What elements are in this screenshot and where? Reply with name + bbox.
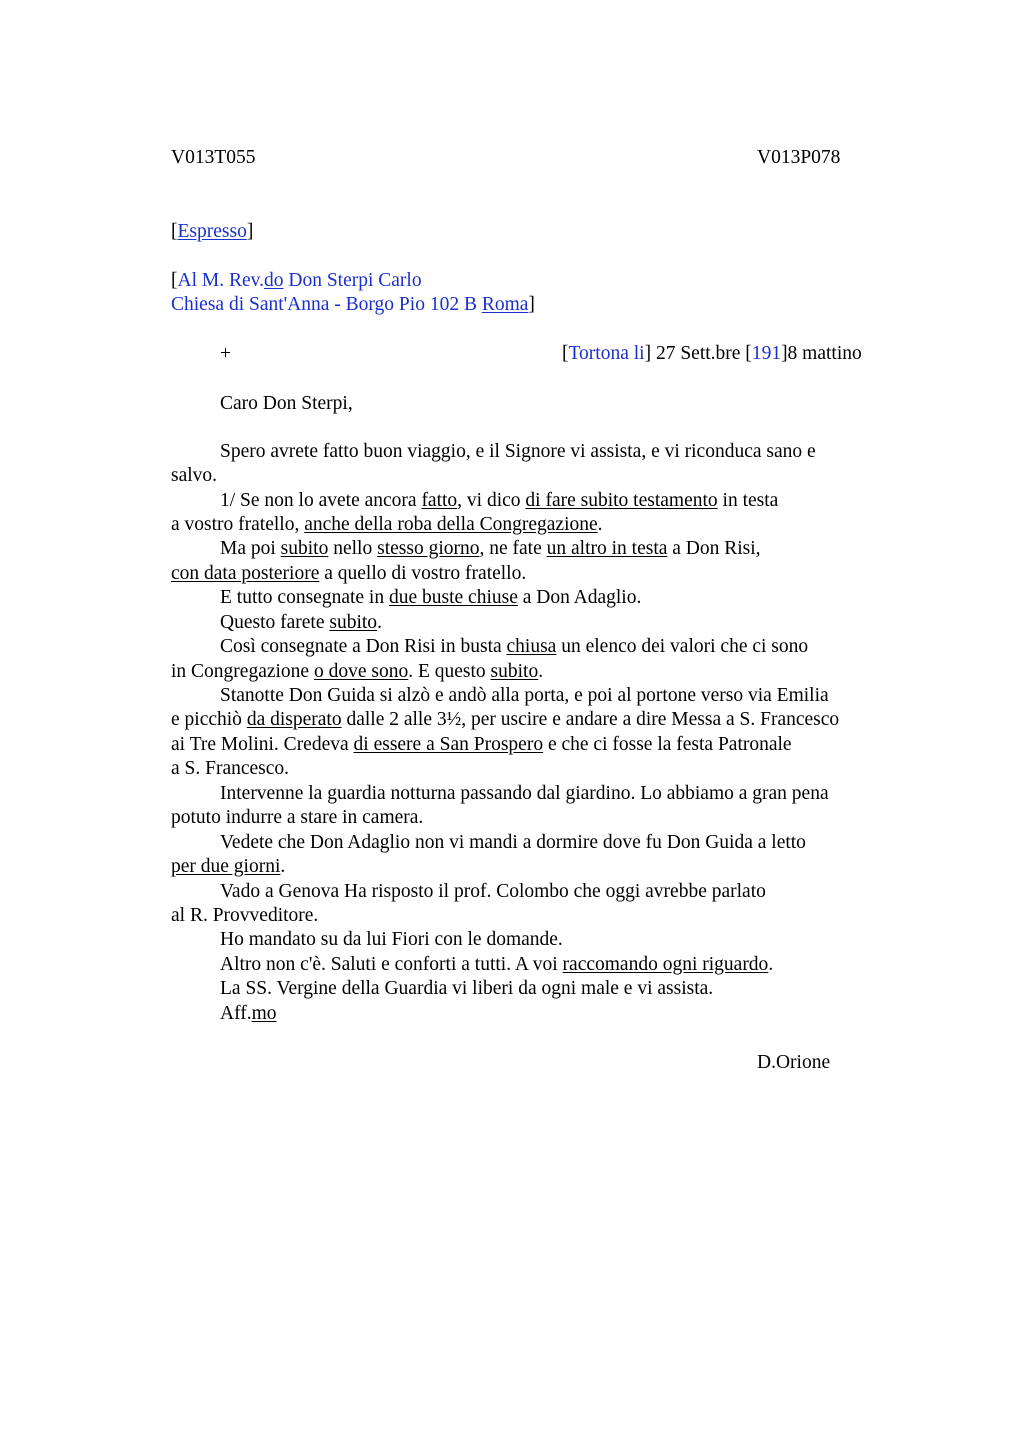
body-line: per due giorni.	[171, 856, 286, 877]
body-line: Ho mandato su da lui Fiori con le domande.	[220, 929, 563, 950]
body-line: Così consegnate a Don Risi in busta chiusa un elenco dei valori che ci sono	[220, 636, 809, 657]
body-line: 1/ Se non lo avete ancora fatto, vi dico di fare subito testamento in testa	[220, 490, 779, 511]
address-line-1: [Al M. Rev.do Don Sterpi Carlo	[171, 270, 422, 291]
document-code-right: V013P078	[757, 147, 841, 168]
dateline-place: Tortona li	[568, 343, 645, 364]
body-line: E tutto consegnate in due buste chiuse a Don Adaglio.	[220, 587, 642, 608]
envelope-espresso: [Espresso]	[171, 221, 254, 242]
address-do-link[interactable]: do	[263, 270, 284, 291]
body-line: Ma poi subito nello stesso giorno, ne fate un altro in testa a Don Risi,	[220, 538, 761, 559]
body-line: Intervenne la guardia notturna passando dal giardino. Lo abbiamo a gran pena	[220, 783, 829, 804]
body-line: Questo farete subito.	[220, 612, 382, 633]
signature: D.Orione	[757, 1052, 831, 1073]
body-line: Stanotte Don Guida si alzò e andò alla porta, e poi al portone verso via Emilia	[220, 685, 829, 706]
dateline: [Tortona li] 27 Sett.bre [191]8 mattino	[562, 343, 862, 364]
body-line: ai Tre Molini. Credeva di essere a San Prospero e che ci fosse la festa Patronale	[171, 734, 792, 755]
body-line: a vostro fratello, anche della roba della Congregazione.	[171, 514, 603, 535]
address-line-2: Chiesa di Sant'Anna - Borgo Pio 102 B Roma]	[171, 294, 535, 315]
espresso-link[interactable]: Espresso	[177, 221, 247, 242]
body-line: Spero avrete fatto buon viaggio, e il Signore vi assista, e vi riconduca sano e	[220, 441, 816, 462]
salutation: Caro Don Sterpi,	[220, 393, 353, 414]
body-line: con data posteriore a quello di vostro fratello.	[171, 563, 527, 584]
body-line: Altro non c'è. Saluti e conforti a tutti. A voi raccomando ogni riguardo.	[220, 954, 774, 975]
document-code-left: V013T055	[171, 147, 256, 168]
body-line: Vedete che Don Adaglio non vi mandi a dormire dove fu Don Guida a letto	[220, 832, 806, 853]
body-line: al R. Provveditore.	[171, 905, 319, 926]
body-line: salvo.	[171, 465, 218, 486]
cross-mark: +	[220, 343, 231, 364]
roma-link[interactable]: Roma	[481, 294, 529, 315]
body-line: Vado a Genova Ha risposto il prof. Colombo che oggi avrebbe parlato	[220, 881, 766, 902]
body-line: La SS. Vergine della Guardia vi liberi da ogni male e vi assista.	[220, 978, 714, 999]
closing: Aff.mo	[220, 1003, 277, 1024]
body-line: a S. Francesco.	[171, 758, 290, 779]
dateline-year: 191	[751, 343, 782, 364]
body-line: potuto indurre a stare in camera.	[171, 807, 424, 828]
body-line: in Congregazione o dove sono. E questo subito.	[171, 661, 544, 682]
body-line: e picchiò da disperato dalle 2 alle 3½, per uscire e andare a dire Messa a S. Francesco	[171, 709, 840, 730]
